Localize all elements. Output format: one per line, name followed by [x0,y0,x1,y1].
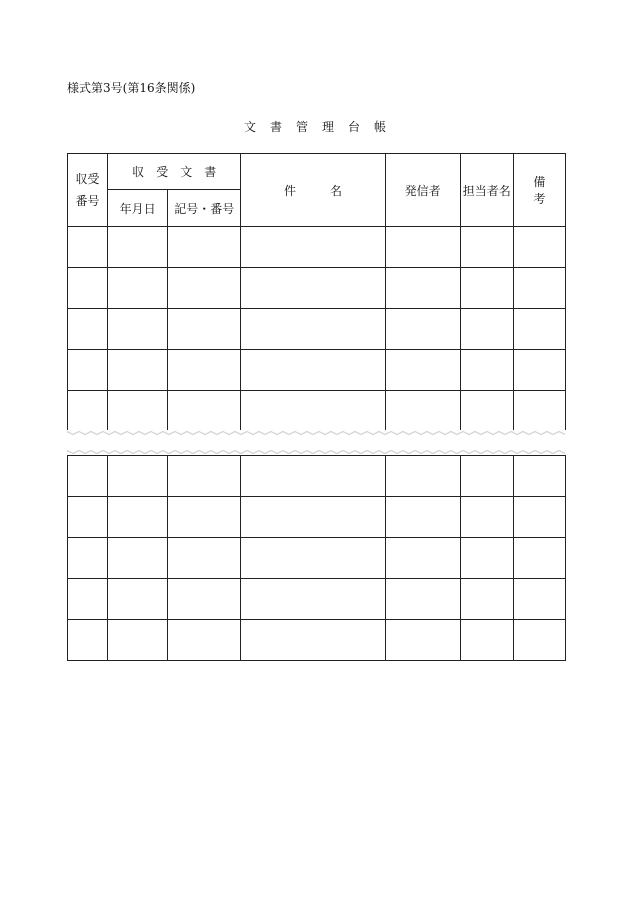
remarks-cell[interactable] [513,620,565,661]
receipt-number-cell[interactable] [68,350,108,391]
sender-cell[interactable] [385,268,460,309]
code-number-cell[interactable] [168,350,241,391]
form-number: 様式第3号(第16条関係) [67,81,196,95]
received-doc-char: 収 [132,165,145,179]
title-char: 管 [295,120,308,134]
receipt-number-cell[interactable] [68,579,108,620]
sender-cell[interactable] [385,391,460,432]
staff-name-cell[interactable] [460,309,513,350]
table-row [68,309,566,350]
title-char: 書 [269,120,282,134]
staff-name-cell[interactable] [460,497,513,538]
remarks-cell[interactable] [513,391,565,432]
receipt-number-cell[interactable] [68,309,108,350]
code-number-cell[interactable] [168,579,241,620]
receipt-number-header [68,154,108,227]
remarks-cell[interactable] [513,268,565,309]
sender-cell[interactable] [385,538,460,579]
sender-cell[interactable] [385,350,460,391]
subject-cell[interactable] [241,268,385,309]
table-row [68,227,566,268]
remarks-header [513,154,565,227]
receipt-number-line2: 番号 [75,194,100,208]
table-row [68,456,566,497]
sender-header: 発信者 [385,154,460,227]
date-cell[interactable] [108,538,168,579]
receipt-number-cell[interactable] [68,391,108,432]
remarks-cell[interactable] [513,579,565,620]
sender-cell[interactable] [385,579,460,620]
remarks-cell[interactable] [513,309,565,350]
code-number-cell[interactable] [168,309,241,350]
subject-cell[interactable] [241,620,385,661]
code-number-cell[interactable] [168,268,241,309]
date-cell[interactable] [108,350,168,391]
date-cell[interactable] [108,391,168,432]
code-number-cell[interactable] [168,227,241,268]
title-char: 理 [322,120,335,134]
document-title [0,118,630,135]
code-number-cell[interactable] [168,538,241,579]
receipt-number-cell[interactable] [68,268,108,309]
sender-cell[interactable] [385,309,460,350]
staff-name-header: 担当者名 [460,154,513,227]
staff-name-cell[interactable] [460,391,513,432]
sender-cell[interactable] [385,227,460,268]
receipt-number-cell[interactable] [68,456,108,497]
remarks-cell[interactable] [513,227,565,268]
staff-name-cell[interactable] [460,227,513,268]
date-cell[interactable] [108,227,168,268]
remarks-cell[interactable] [513,497,565,538]
staff-name-cell[interactable] [460,538,513,579]
date-cell[interactable] [108,497,168,538]
table-row [68,538,566,579]
staff-name-cell[interactable] [460,350,513,391]
header-row [68,154,566,190]
subject-cell[interactable] [241,309,385,350]
sender-cell[interactable] [385,497,460,538]
subject-cell[interactable] [241,391,385,432]
subject-cell[interactable] [241,350,385,391]
date-cell[interactable] [108,309,168,350]
received-document-header [108,154,241,190]
title-char: 文 [243,120,256,134]
document-ledger-table-top [67,153,566,432]
code-number-cell[interactable] [168,497,241,538]
code-number-cell[interactable] [168,391,241,432]
remarks-cell[interactable] [513,538,565,579]
table-row [68,497,566,538]
tear-edge-icon [67,430,567,454]
sender-cell[interactable] [385,456,460,497]
remarks-cell[interactable] [513,456,565,497]
document-ledger-table-bottom [67,455,566,661]
receipt-number-cell[interactable] [68,497,108,538]
staff-name-cell[interactable] [460,579,513,620]
received-doc-char: 受 [156,165,169,179]
remarks-cell[interactable] [513,350,565,391]
subject-char: 件 [283,183,296,198]
received-doc-char: 文 [180,165,193,179]
remarks-char: 考 [533,192,546,206]
subject-cell[interactable] [241,538,385,579]
receipt-number-cell[interactable] [68,227,108,268]
staff-name-cell[interactable] [460,620,513,661]
remarks-char: 備 [533,175,546,189]
subject-cell[interactable] [241,497,385,538]
table-row [68,268,566,309]
date-header: 年月日 [108,190,168,227]
table-row [68,391,566,432]
date-cell[interactable] [108,579,168,620]
date-cell[interactable] [108,268,168,309]
receipt-number-cell[interactable] [68,538,108,579]
sender-cell[interactable] [385,620,460,661]
title-char: 帳 [374,120,387,134]
subject-char: 名 [329,183,342,198]
omitted-rows-tear [67,430,567,454]
receipt-number-cell[interactable] [68,620,108,661]
title-char: 台 [348,120,361,134]
subject-header [241,154,385,227]
staff-name-cell[interactable] [460,268,513,309]
date-cell[interactable] [108,456,168,497]
subject-cell[interactable] [241,227,385,268]
table-row [68,350,566,391]
receipt-number-line1: 収受 [75,172,100,186]
date-cell[interactable] [108,620,168,661]
table-row [68,579,566,620]
subject-cell[interactable] [241,579,385,620]
code-number-cell[interactable] [168,456,241,497]
code-number-cell[interactable] [168,620,241,661]
table-row [68,620,566,661]
staff-name-cell[interactable] [460,456,513,497]
code-number-header: 記号・番号 [168,190,241,227]
received-doc-char: 書 [204,165,217,179]
subject-cell[interactable] [241,456,385,497]
